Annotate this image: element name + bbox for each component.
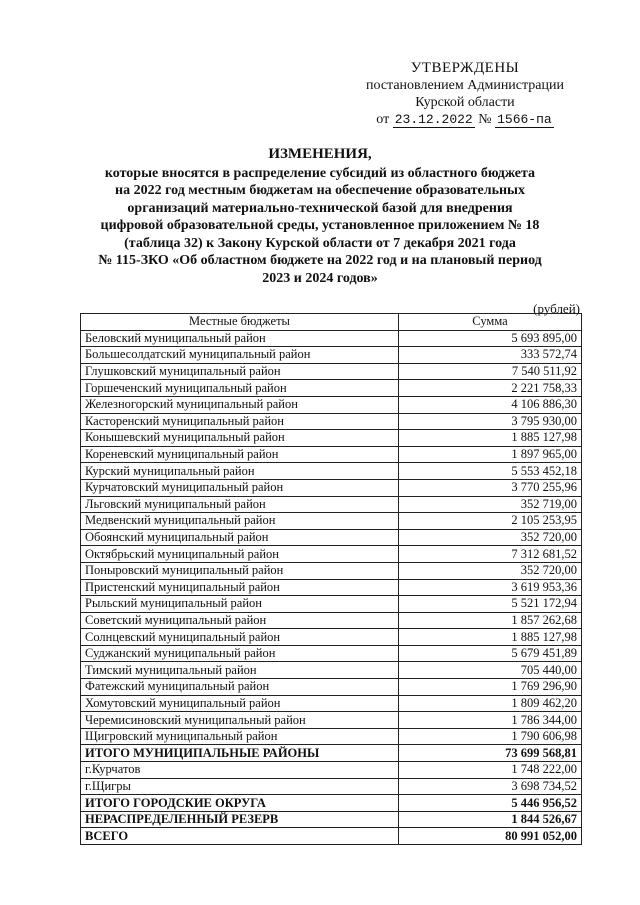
budget-name-cell: ИТОГО МУНИЦИПАЛЬНЫЕ РАЙОНЫ	[81, 745, 399, 762]
title-line: (таблица 32) к Закону Курской области от 7 декабря 2021 года	[124, 235, 516, 251]
sum-cell: 5 446 956,52	[399, 795, 582, 812]
sum-cell: 1 844 526,67	[399, 811, 582, 828]
sum-cell: 1 885 127,98	[399, 629, 582, 646]
budget-name-cell: Октябрьский муниципальный район	[81, 546, 399, 563]
approval-line-2: Курской области	[415, 95, 515, 110]
budget-name-cell: Обоянский муниципальный район	[81, 529, 399, 546]
sum-cell: 7 312 681,52	[399, 546, 582, 563]
budget-name-cell: Беловский муниципальный район	[81, 330, 399, 347]
budget-name-cell: Щигровский муниципальный район	[81, 728, 399, 745]
budget-name-cell: Суджанский муниципальный район	[81, 645, 399, 662]
table-row	[81, 645, 582, 662]
table-row	[81, 679, 582, 696]
sum-cell: 352 720,00	[399, 529, 582, 546]
sum-cell: 1 857 262,68	[399, 612, 582, 629]
title-line: цифровой образовательной среды, установленное приложением № 18	[100, 218, 540, 233]
table-row	[81, 778, 582, 795]
table-header-row	[81, 314, 582, 331]
approval-number: 1566-па	[497, 112, 552, 127]
budget-name-cell: Большесолдатский муниципальный район	[81, 347, 399, 364]
budget-name-cell: Кореневский муниципальный район	[81, 446, 399, 463]
title-line: которые вносятся в распределение субсидий из областного бюджета	[104, 165, 536, 181]
budget-name-cell: Рыльский муниципальный район	[81, 596, 399, 613]
approval-date-line	[350, 111, 580, 128]
sum-cell: 705 440,00	[399, 662, 582, 679]
budget-name-cell: Медвенский муниципальный район	[81, 513, 399, 530]
sum-cell: 1 786 344,00	[399, 712, 582, 729]
table-row	[81, 728, 582, 745]
sum-cell: 5 521 172,94	[399, 596, 582, 613]
sum-cell: 5 679 451,89	[399, 645, 582, 662]
title-line: № 115-ЗКО «Об областном бюджете на 2022 год и на плановый период	[98, 253, 542, 268]
sum-cell: 1 748 222,00	[399, 762, 582, 779]
title-line: 2023 и 2024 годов»	[262, 270, 378, 286]
table-row	[81, 579, 582, 596]
table-row	[81, 546, 582, 563]
budget-name-cell: Пристенский муниципальный район	[81, 579, 399, 596]
budget-name-cell: Конышевский муниципальный район	[81, 430, 399, 447]
number-prefix: №	[478, 112, 492, 127]
subsidy-table	[80, 313, 582, 845]
budget-name-cell: Курчатовский муниципальный район	[81, 479, 399, 496]
table-row	[81, 463, 582, 480]
sum-cell: 1 885 127,98	[399, 430, 582, 447]
date-prefix: от	[376, 112, 390, 127]
sum-cell: 352 720,00	[399, 562, 582, 579]
approval-block	[350, 60, 580, 128]
table-row	[81, 430, 582, 447]
sum-cell: 2 105 253,95	[399, 513, 582, 530]
units-label: (рублей)	[533, 301, 580, 316]
budget-name-cell: Хомутовский муниципальный район	[81, 695, 399, 712]
budget-name-cell: ИТОГО ГОРОДСКИЕ ОКРУГА	[81, 795, 399, 812]
table-row	[81, 396, 582, 413]
table-row	[81, 380, 582, 397]
approval-line-1: постановлением Администрации	[366, 78, 564, 93]
sum-cell: 1 809 462,20	[399, 695, 582, 712]
table-row	[81, 413, 582, 430]
sum-cell: 7 540 511,92	[399, 363, 582, 380]
table-row	[81, 629, 582, 646]
sum-cell: 4 106 886,30	[399, 396, 582, 413]
sum-cell: 3 795 930,00	[399, 413, 582, 430]
budget-name-cell: Советский муниципальный район	[81, 612, 399, 629]
budget-name-cell: НЕРАСПРЕДЕЛЕННЫЙ РЕЗЕРВ	[81, 811, 399, 828]
table-row	[81, 662, 582, 679]
title-lines	[60, 165, 580, 288]
budget-name-cell: Глушковский муниципальный район	[81, 363, 399, 380]
table-row	[81, 446, 582, 463]
sum-cell: 73 699 568,81	[399, 745, 582, 762]
table-row	[81, 712, 582, 729]
sum-cell: 3 698 734,52	[399, 778, 582, 795]
budget-name-cell: Солнцевский муниципальный район	[81, 629, 399, 646]
sum-cell: 80 991 052,00	[399, 828, 582, 845]
sum-cell: 3 619 953,36	[399, 579, 582, 596]
title-line: на 2022 год местным бюджетам на обеспечение образовательных	[115, 183, 525, 198]
table-row	[81, 695, 582, 712]
approval-date: 23.12.2022	[394, 112, 473, 127]
sum-cell: 352 719,00	[399, 496, 582, 513]
table-row	[81, 347, 582, 364]
table-row	[81, 513, 582, 530]
budget-name-cell: г.Курчатов	[81, 762, 399, 779]
table-total-row	[81, 745, 582, 762]
table-row	[81, 330, 582, 347]
table-total-row	[81, 828, 582, 845]
budget-name-cell: Поныровский муниципальный район	[81, 562, 399, 579]
budget-name-cell: Черемисиновский муниципальный район	[81, 712, 399, 729]
budget-name-cell: Фатежский муниципальный район	[81, 679, 399, 696]
table-body	[81, 330, 582, 844]
budget-name-cell: Железногорский муниципальный район	[81, 396, 399, 413]
sum-cell: 1 897 965,00	[399, 446, 582, 463]
budget-name-cell: Касторенский муниципальный район	[81, 413, 399, 430]
table-row	[81, 529, 582, 546]
table-row	[81, 479, 582, 496]
sum-cell: 1 790 606,98	[399, 728, 582, 745]
table-row	[81, 762, 582, 779]
table-row	[81, 562, 582, 579]
budget-name-cell: Тимский муниципальный район	[81, 662, 399, 679]
title-line: организаций материально-технической базой для внедрения	[127, 200, 513, 216]
document-title	[60, 146, 580, 287]
table-total-row	[81, 811, 582, 828]
budget-name-cell: Льговский муниципальный район	[81, 496, 399, 513]
header-local-budgets: Местные бюджеты	[81, 314, 399, 331]
table-row	[81, 496, 582, 513]
sum-cell: 3 770 255,96	[399, 479, 582, 496]
table-row	[81, 363, 582, 380]
approval-title: УТВЕРЖДЕНЫ	[410, 60, 520, 76]
table-row	[81, 612, 582, 629]
sum-cell: 333 572,74	[399, 347, 582, 364]
sum-cell: 2 221 758,33	[399, 380, 582, 397]
budget-name-cell: Курский муниципальный район	[81, 463, 399, 480]
table-total-row	[81, 795, 582, 812]
budget-name-cell: г.Щигры	[81, 778, 399, 795]
sum-cell: 5 693 895,00	[399, 330, 582, 347]
budget-name-cell: ВСЕГО	[81, 828, 399, 845]
sum-cell: 5 553 452,18	[399, 463, 582, 480]
budget-name-cell: Горшеченский муниципальный район	[81, 380, 399, 397]
table-row	[81, 596, 582, 613]
sum-cell: 1 769 296,90	[399, 679, 582, 696]
title-heading: ИЗМЕНЕНИЯ,	[268, 146, 372, 162]
header-sum: Сумма	[399, 314, 582, 331]
